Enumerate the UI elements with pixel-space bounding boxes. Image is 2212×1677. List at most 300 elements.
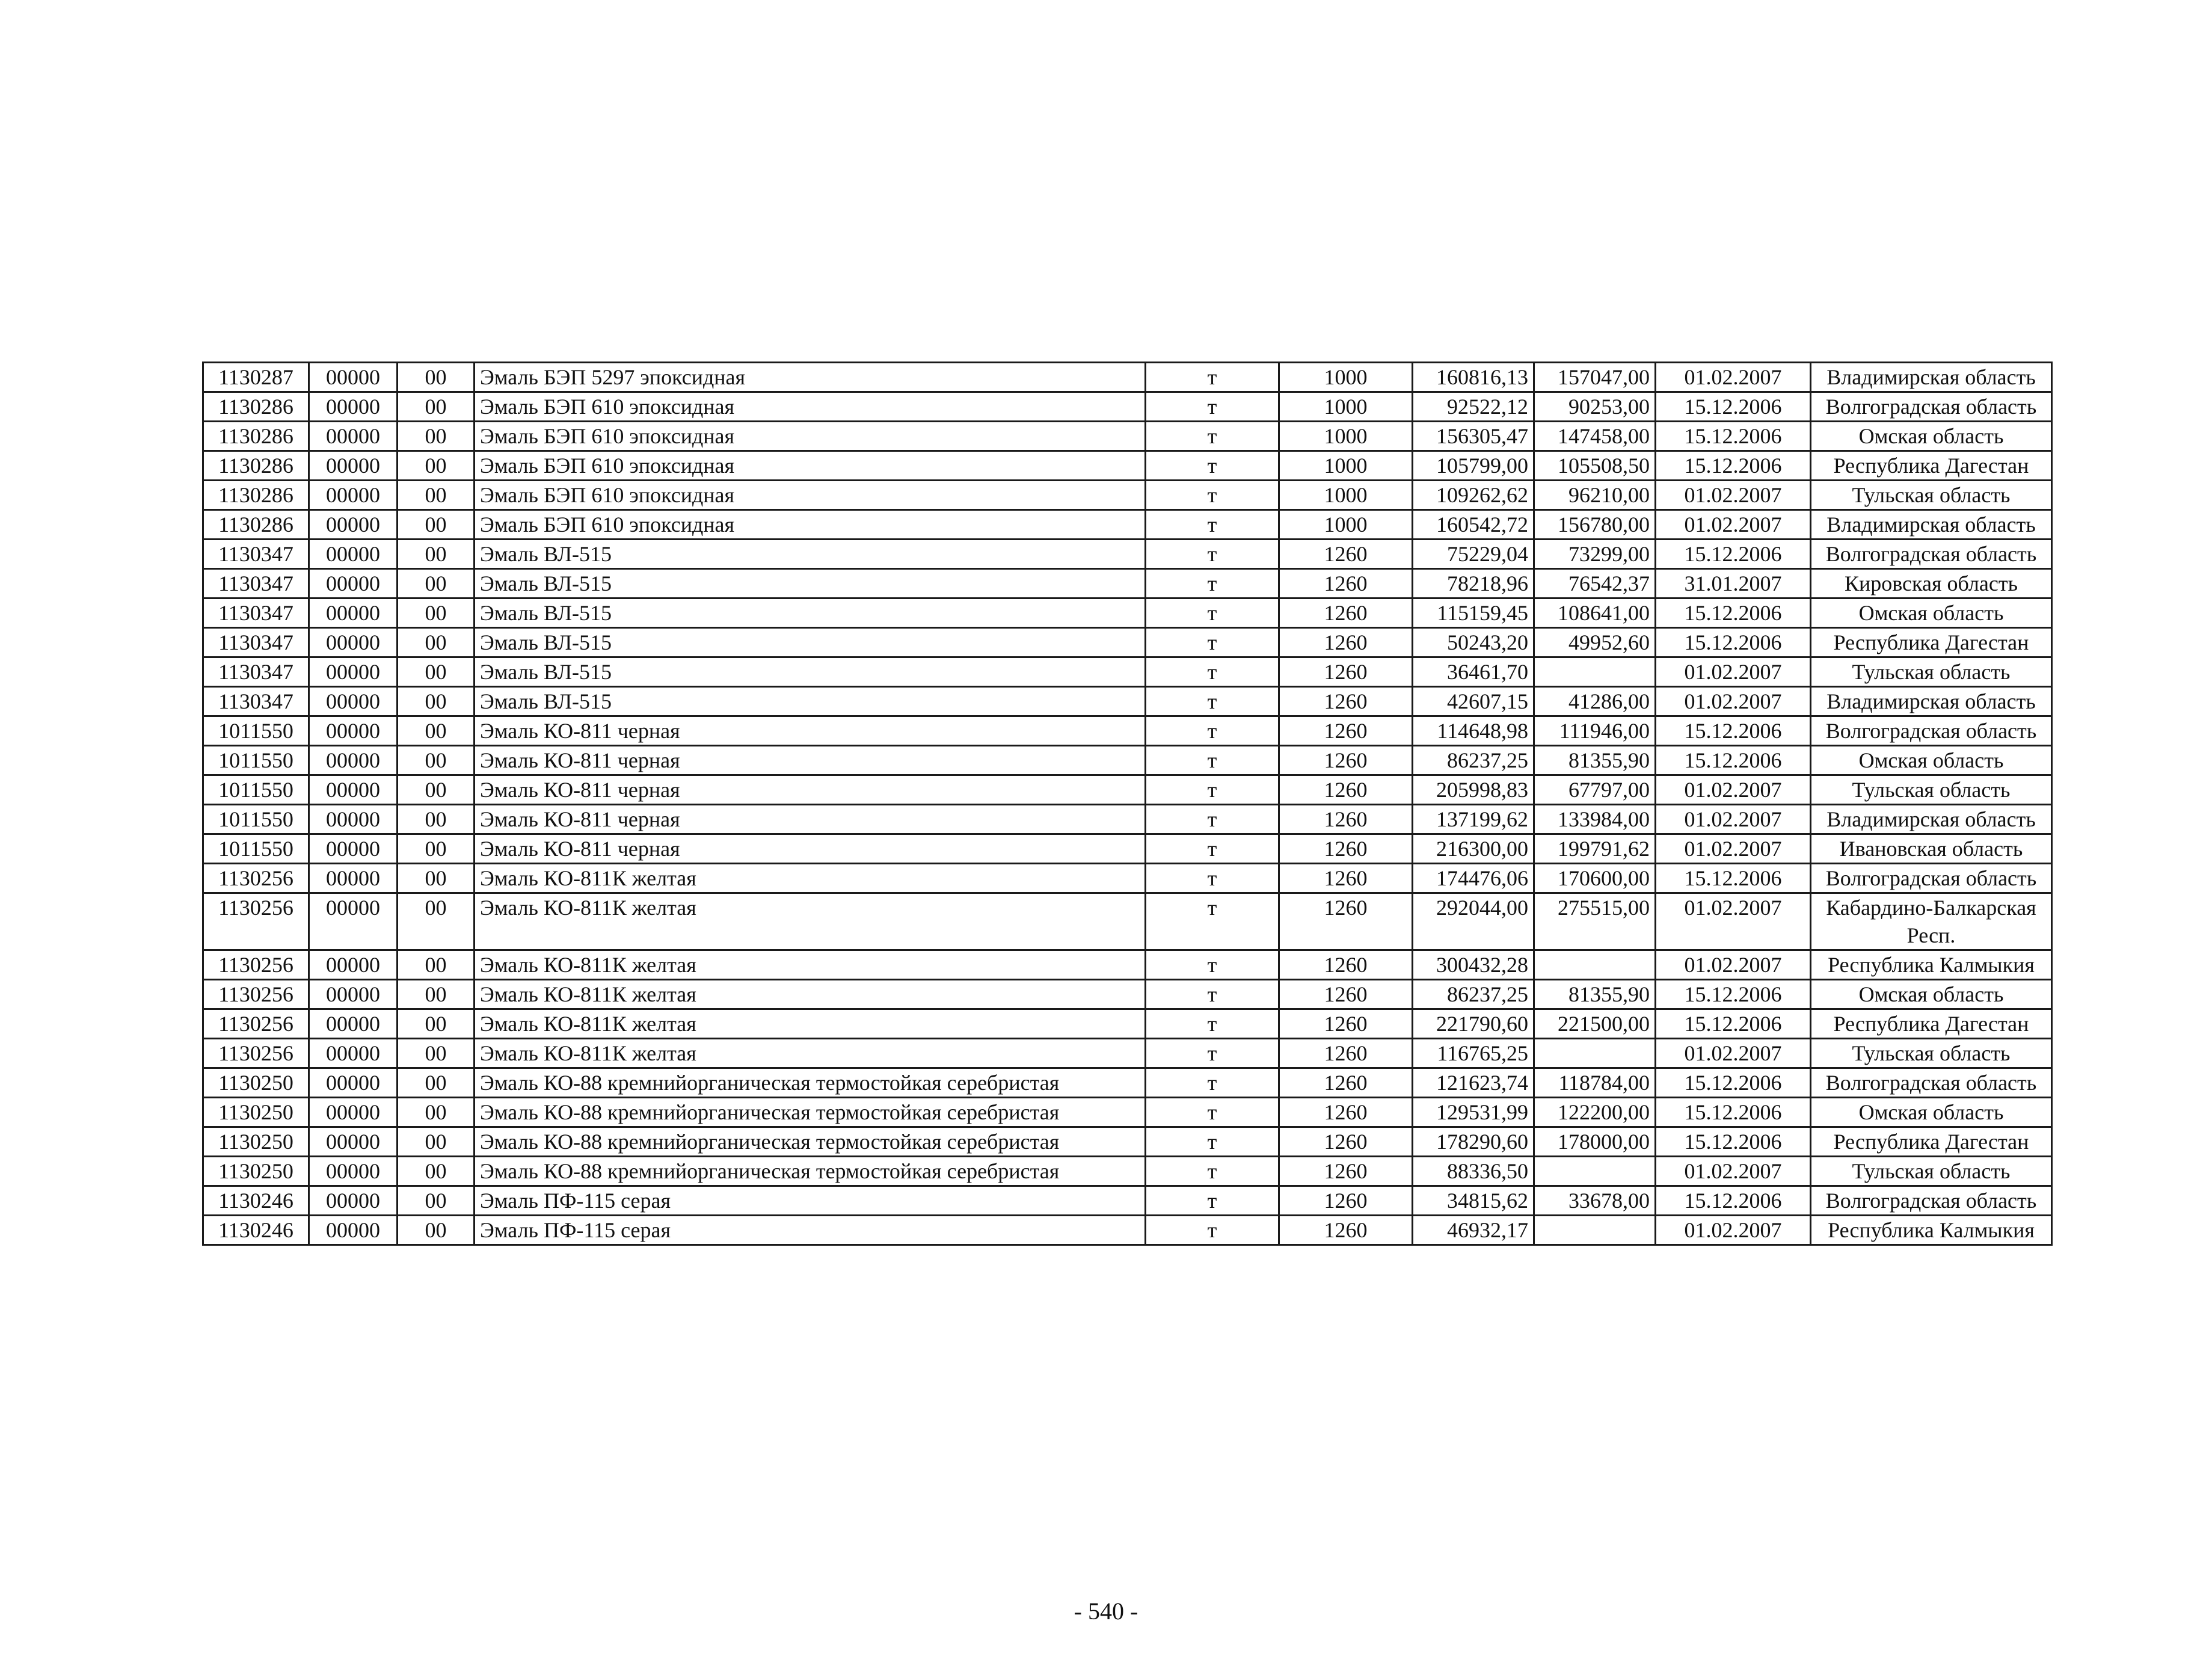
- subcode-cell: 00000: [309, 1216, 398, 1245]
- unit-cell: т: [1146, 392, 1279, 422]
- region-cell: Тульская область: [1811, 657, 2052, 687]
- code-cell: 1130256: [203, 1039, 309, 1068]
- date-cell: 01.02.2007: [1656, 950, 1811, 980]
- group-cell: 00: [398, 1216, 475, 1245]
- quantity-cell: 1000: [1279, 481, 1413, 510]
- price-2-cell: 118784,00: [1534, 1068, 1656, 1098]
- price-1-cell: 300432,28: [1413, 950, 1534, 980]
- product-name-cell: Эмаль КО-88 кремнийорганическая термостойкая серебристая: [475, 1127, 1146, 1157]
- quantity-cell: 1260: [1279, 1009, 1413, 1039]
- table-row: [203, 1009, 2052, 1039]
- group-cell: 00: [398, 510, 475, 540]
- subcode-cell: 00000: [309, 864, 398, 893]
- price-2-cell: 105508,50: [1534, 451, 1656, 481]
- group-cell: 00: [398, 716, 475, 746]
- subcode-cell: 00000: [309, 950, 398, 980]
- date-cell: 01.02.2007: [1656, 893, 1811, 950]
- quantity-cell: 1260: [1279, 1157, 1413, 1186]
- code-cell: 1130286: [203, 422, 309, 451]
- unit-cell: т: [1146, 980, 1279, 1009]
- price-2-cell: 81355,90: [1534, 980, 1656, 1009]
- subcode-cell: 00000: [309, 422, 398, 451]
- region-cell: Омская область: [1811, 422, 2052, 451]
- date-cell: 15.12.2006: [1656, 540, 1811, 569]
- product-name-cell: Эмаль КО-88 кремнийорганическая термостойкая серебристая: [475, 1098, 1146, 1127]
- quantity-cell: 1260: [1279, 1098, 1413, 1127]
- unit-cell: т: [1146, 1186, 1279, 1216]
- table-row: [203, 510, 2052, 540]
- price-1-cell: 292044,00: [1413, 893, 1534, 950]
- date-cell: 01.02.2007: [1656, 805, 1811, 834]
- table-row: [203, 980, 2052, 1009]
- price-2-cell: 178000,00: [1534, 1127, 1656, 1157]
- group-cell: 00: [398, 805, 475, 834]
- price-2-cell: 156780,00: [1534, 510, 1656, 540]
- price-1-cell: 36461,70: [1413, 657, 1534, 687]
- product-name-cell: Эмаль КО-811К желтая: [475, 1009, 1146, 1039]
- price-2-cell: 81355,90: [1534, 746, 1656, 775]
- price-2-cell: 41286,00: [1534, 687, 1656, 716]
- region-cell: Волгоградская область: [1811, 716, 2052, 746]
- price-1-cell: 109262,62: [1413, 481, 1534, 510]
- group-cell: 00: [398, 1098, 475, 1127]
- quantity-cell: 1260: [1279, 598, 1413, 628]
- date-cell: 15.12.2006: [1656, 598, 1811, 628]
- quantity-cell: 1260: [1279, 980, 1413, 1009]
- table-row: [203, 893, 2052, 950]
- subcode-cell: 00000: [309, 481, 398, 510]
- date-cell: 15.12.2006: [1656, 1068, 1811, 1098]
- group-cell: 00: [398, 628, 475, 657]
- code-cell: 1011550: [203, 716, 309, 746]
- region-cell: Тульская область: [1811, 775, 2052, 805]
- price-1-cell: 46932,17: [1413, 1216, 1534, 1245]
- product-name-cell: Эмаль ВЛ-515: [475, 628, 1146, 657]
- region-cell: Омская область: [1811, 1098, 2052, 1127]
- date-cell: 15.12.2006: [1656, 1186, 1811, 1216]
- table-row: [203, 864, 2052, 893]
- group-cell: 00: [398, 657, 475, 687]
- price-1-cell: 160816,13: [1413, 363, 1534, 392]
- price-1-cell: 178290,60: [1413, 1127, 1534, 1157]
- unit-cell: т: [1146, 1157, 1279, 1186]
- price-1-cell: 92522,12: [1413, 392, 1534, 422]
- group-cell: 00: [398, 392, 475, 422]
- subcode-cell: 00000: [309, 746, 398, 775]
- subcode-cell: 00000: [309, 392, 398, 422]
- code-cell: 1130256: [203, 1009, 309, 1039]
- region-cell: Волгоградская область: [1811, 1068, 2052, 1098]
- date-cell: 01.02.2007: [1656, 363, 1811, 392]
- quantity-cell: 1000: [1279, 422, 1413, 451]
- table-row: [203, 1068, 2052, 1098]
- price-1-cell: 78218,96: [1413, 569, 1534, 598]
- group-cell: 00: [398, 422, 475, 451]
- price-2-cell: 76542,37: [1534, 569, 1656, 598]
- product-name-cell: Эмаль ВЛ-515: [475, 687, 1146, 716]
- group-cell: 00: [398, 598, 475, 628]
- product-name-cell: Эмаль КО-811К желтая: [475, 950, 1146, 980]
- subcode-cell: 00000: [309, 1009, 398, 1039]
- table-row: [203, 1127, 2052, 1157]
- product-name-cell: Эмаль КО-811К желтая: [475, 1039, 1146, 1068]
- price-2-cell: 90253,00: [1534, 392, 1656, 422]
- code-cell: 1130250: [203, 1068, 309, 1098]
- price-1-cell: 88336,50: [1413, 1157, 1534, 1186]
- unit-cell: т: [1146, 628, 1279, 657]
- subcode-cell: 00000: [309, 510, 398, 540]
- region-cell: Омская область: [1811, 746, 2052, 775]
- code-cell: 1130347: [203, 628, 309, 657]
- price-2-cell: 33678,00: [1534, 1186, 1656, 1216]
- price-2-cell: 67797,00: [1534, 775, 1656, 805]
- price-2-cell: 133984,00: [1534, 805, 1656, 834]
- group-cell: 00: [398, 864, 475, 893]
- table-row: [203, 834, 2052, 864]
- subcode-cell: 00000: [309, 1186, 398, 1216]
- unit-cell: т: [1146, 716, 1279, 746]
- price-1-cell: 160542,72: [1413, 510, 1534, 540]
- subcode-cell: 00000: [309, 628, 398, 657]
- price-1-cell: 105799,00: [1413, 451, 1534, 481]
- price-1-cell: 42607,15: [1413, 687, 1534, 716]
- price-2-cell: 157047,00: [1534, 363, 1656, 392]
- price-2-cell: 49952,60: [1534, 628, 1656, 657]
- group-cell: 00: [398, 540, 475, 569]
- price-2-cell: 96210,00: [1534, 481, 1656, 510]
- quantity-cell: 1000: [1279, 363, 1413, 392]
- page-number: - 540 -: [1074, 1598, 1138, 1625]
- group-cell: 00: [398, 1068, 475, 1098]
- table-row: [203, 628, 2052, 657]
- subcode-cell: 00000: [309, 980, 398, 1009]
- table-row: [203, 805, 2052, 834]
- region-cell: Владимирская область: [1811, 510, 2052, 540]
- price-1-cell: 216300,00: [1413, 834, 1534, 864]
- region-cell: Омская область: [1811, 980, 2052, 1009]
- table-row: [203, 598, 2052, 628]
- product-name-cell: Эмаль БЭП 5297 эпоксидная: [475, 363, 1146, 392]
- code-cell: 1130287: [203, 363, 309, 392]
- quantity-cell: 1260: [1279, 1186, 1413, 1216]
- table-row: [203, 716, 2052, 746]
- product-name-cell: Эмаль КО-811К желтая: [475, 893, 1146, 950]
- date-cell: 01.02.2007: [1656, 1216, 1811, 1245]
- table-row: [203, 746, 2052, 775]
- group-cell: 00: [398, 746, 475, 775]
- quantity-cell: 1000: [1279, 510, 1413, 540]
- group-cell: 00: [398, 687, 475, 716]
- date-cell: 01.02.2007: [1656, 1157, 1811, 1186]
- subcode-cell: 00000: [309, 1157, 398, 1186]
- price-2-cell: 108641,00: [1534, 598, 1656, 628]
- group-cell: 00: [398, 775, 475, 805]
- price-1-cell: 75229,04: [1413, 540, 1534, 569]
- date-cell: 01.02.2007: [1656, 481, 1811, 510]
- price-2-cell: [1534, 1216, 1656, 1245]
- table-row: [203, 569, 2052, 598]
- region-cell: Владимирская область: [1811, 687, 2052, 716]
- date-cell: 15.12.2006: [1656, 422, 1811, 451]
- unit-cell: т: [1146, 451, 1279, 481]
- quantity-cell: 1260: [1279, 628, 1413, 657]
- quantity-cell: 1260: [1279, 716, 1413, 746]
- quantity-cell: 1260: [1279, 1216, 1413, 1245]
- date-cell: 01.02.2007: [1656, 510, 1811, 540]
- group-cell: 00: [398, 451, 475, 481]
- date-cell: 01.02.2007: [1656, 834, 1811, 864]
- table-row: [203, 363, 2052, 392]
- date-cell: 01.02.2007: [1656, 657, 1811, 687]
- price-2-cell: 73299,00: [1534, 540, 1656, 569]
- date-cell: 15.12.2006: [1656, 746, 1811, 775]
- quantity-cell: 1260: [1279, 834, 1413, 864]
- region-cell: Омская область: [1811, 598, 2052, 628]
- table-body: [203, 363, 2052, 1245]
- unit-cell: т: [1146, 775, 1279, 805]
- unit-cell: т: [1146, 1068, 1279, 1098]
- table-row: [203, 1216, 2052, 1245]
- date-cell: 01.02.2007: [1656, 775, 1811, 805]
- date-cell: 15.12.2006: [1656, 980, 1811, 1009]
- date-cell: 15.12.2006: [1656, 1098, 1811, 1127]
- price-1-cell: 129531,99: [1413, 1098, 1534, 1127]
- subcode-cell: 00000: [309, 1039, 398, 1068]
- unit-cell: т: [1146, 893, 1279, 950]
- price-1-cell: 137199,62: [1413, 805, 1534, 834]
- region-cell: Республика Дагестан: [1811, 628, 2052, 657]
- product-name-cell: Эмаль БЭП 610 эпоксидная: [475, 510, 1146, 540]
- price-1-cell: 174476,06: [1413, 864, 1534, 893]
- table-row: [203, 687, 2052, 716]
- code-cell: 1130347: [203, 569, 309, 598]
- region-cell: Волгоградская область: [1811, 1186, 2052, 1216]
- date-cell: 31.01.2007: [1656, 569, 1811, 598]
- product-name-cell: Эмаль КО-811 черная: [475, 716, 1146, 746]
- unit-cell: т: [1146, 481, 1279, 510]
- region-cell: Кабардино-Балкарская Респ.: [1811, 893, 2052, 950]
- product-name-cell: Эмаль КО-811К желтая: [475, 980, 1146, 1009]
- product-name-cell: Эмаль ПФ-115 серая: [475, 1216, 1146, 1245]
- price-1-cell: 114648,98: [1413, 716, 1534, 746]
- price-1-cell: 221790,60: [1413, 1009, 1534, 1039]
- group-cell: 00: [398, 1009, 475, 1039]
- code-cell: 1130286: [203, 451, 309, 481]
- date-cell: 01.02.2007: [1656, 687, 1811, 716]
- unit-cell: т: [1146, 1216, 1279, 1245]
- product-name-cell: Эмаль КО-811 черная: [475, 775, 1146, 805]
- subcode-cell: 00000: [309, 716, 398, 746]
- region-cell: Тульская область: [1811, 1039, 2052, 1068]
- subcode-cell: 00000: [309, 893, 398, 950]
- price-1-cell: 156305,47: [1413, 422, 1534, 451]
- subcode-cell: 00000: [309, 834, 398, 864]
- code-cell: 1130256: [203, 950, 309, 980]
- product-name-cell: Эмаль БЭП 610 эпоксидная: [475, 451, 1146, 481]
- subcode-cell: 00000: [309, 451, 398, 481]
- product-name-cell: Эмаль КО-811 черная: [475, 746, 1146, 775]
- code-cell: 1130347: [203, 540, 309, 569]
- code-cell: 1011550: [203, 775, 309, 805]
- product-name-cell: Эмаль КО-811 черная: [475, 805, 1146, 834]
- quantity-cell: 1260: [1279, 775, 1413, 805]
- price-1-cell: 205998,83: [1413, 775, 1534, 805]
- date-cell: 15.12.2006: [1656, 1009, 1811, 1039]
- region-cell: Тульская область: [1811, 1157, 2052, 1186]
- group-cell: 00: [398, 481, 475, 510]
- table-row: [203, 422, 2052, 451]
- region-cell: Республика Калмыкия: [1811, 950, 2052, 980]
- unit-cell: т: [1146, 1009, 1279, 1039]
- quantity-cell: 1000: [1279, 451, 1413, 481]
- region-cell: Владимирская область: [1811, 805, 2052, 834]
- price-2-cell: 199791,62: [1534, 834, 1656, 864]
- code-cell: 1130286: [203, 481, 309, 510]
- subcode-cell: 00000: [309, 1127, 398, 1157]
- unit-cell: т: [1146, 834, 1279, 864]
- price-2-cell: [1534, 657, 1656, 687]
- price-2-cell: [1534, 1157, 1656, 1186]
- code-cell: 1130246: [203, 1186, 309, 1216]
- product-name-cell: Эмаль БЭП 610 эпоксидная: [475, 392, 1146, 422]
- code-cell: 1011550: [203, 805, 309, 834]
- table-row: [203, 451, 2052, 481]
- price-2-cell: 111946,00: [1534, 716, 1656, 746]
- unit-cell: т: [1146, 598, 1279, 628]
- price-2-cell: [1534, 1039, 1656, 1068]
- code-cell: 1130347: [203, 657, 309, 687]
- product-name-cell: Эмаль ВЛ-515: [475, 657, 1146, 687]
- unit-cell: т: [1146, 805, 1279, 834]
- group-cell: 00: [398, 893, 475, 950]
- date-cell: 01.02.2007: [1656, 1039, 1811, 1068]
- region-cell: Волгоградская область: [1811, 540, 2052, 569]
- quantity-cell: 1260: [1279, 864, 1413, 893]
- region-cell: Ивановская область: [1811, 834, 2052, 864]
- date-cell: 15.12.2006: [1656, 1127, 1811, 1157]
- code-cell: 1130256: [203, 893, 309, 950]
- region-cell: Кировская область: [1811, 569, 2052, 598]
- price-1-cell: 34815,62: [1413, 1186, 1534, 1216]
- date-cell: 15.12.2006: [1656, 716, 1811, 746]
- code-cell: 1130347: [203, 598, 309, 628]
- table-row: [203, 657, 2052, 687]
- region-cell: Тульская область: [1811, 481, 2052, 510]
- quantity-cell: 1260: [1279, 805, 1413, 834]
- quantity-cell: 1260: [1279, 893, 1413, 950]
- quantity-cell: 1260: [1279, 657, 1413, 687]
- code-cell: 1130286: [203, 510, 309, 540]
- price-2-cell: [1534, 950, 1656, 980]
- unit-cell: т: [1146, 657, 1279, 687]
- price-1-cell: 86237,25: [1413, 980, 1534, 1009]
- subcode-cell: 00000: [309, 540, 398, 569]
- table-row: [203, 392, 2052, 422]
- product-name-cell: Эмаль ВЛ-515: [475, 598, 1146, 628]
- quantity-cell: 1260: [1279, 1039, 1413, 1068]
- quantity-cell: 1000: [1279, 392, 1413, 422]
- date-cell: 15.12.2006: [1656, 392, 1811, 422]
- price-2-cell: 147458,00: [1534, 422, 1656, 451]
- subcode-cell: 00000: [309, 363, 398, 392]
- region-cell: Республика Калмыкия: [1811, 1216, 2052, 1245]
- price-2-cell: 170600,00: [1534, 864, 1656, 893]
- unit-cell: т: [1146, 510, 1279, 540]
- product-name-cell: Эмаль БЭП 610 эпоксидная: [475, 422, 1146, 451]
- product-name-cell: Эмаль ВЛ-515: [475, 569, 1146, 598]
- price-2-cell: 275515,00: [1534, 893, 1656, 950]
- group-cell: 00: [398, 950, 475, 980]
- product-name-cell: Эмаль ПФ-115 серая: [475, 1186, 1146, 1216]
- code-cell: 1130250: [203, 1127, 309, 1157]
- subcode-cell: 00000: [309, 1098, 398, 1127]
- date-cell: 15.12.2006: [1656, 628, 1811, 657]
- group-cell: 00: [398, 980, 475, 1009]
- product-name-cell: Эмаль КО-88 кремнийорганическая термостойкая серебристая: [475, 1157, 1146, 1186]
- subcode-cell: 00000: [309, 1068, 398, 1098]
- code-cell: 1011550: [203, 746, 309, 775]
- quantity-cell: 1260: [1279, 1068, 1413, 1098]
- product-name-cell: Эмаль КО-811 черная: [475, 834, 1146, 864]
- region-cell: Волгоградская область: [1811, 864, 2052, 893]
- subcode-cell: 00000: [309, 657, 398, 687]
- unit-cell: т: [1146, 950, 1279, 980]
- region-cell: Республика Дагестан: [1811, 451, 2052, 481]
- region-cell: Волгоградская область: [1811, 392, 2052, 422]
- subcode-cell: 00000: [309, 687, 398, 716]
- product-name-cell: Эмаль ВЛ-515: [475, 540, 1146, 569]
- group-cell: 00: [398, 834, 475, 864]
- code-cell: 1130256: [203, 864, 309, 893]
- unit-cell: т: [1146, 363, 1279, 392]
- table-row: [203, 775, 2052, 805]
- price-2-cell: 122200,00: [1534, 1098, 1656, 1127]
- code-cell: 1130250: [203, 1098, 309, 1127]
- region-cell: Владимирская область: [1811, 363, 2052, 392]
- unit-cell: т: [1146, 746, 1279, 775]
- quantity-cell: 1260: [1279, 569, 1413, 598]
- group-cell: 00: [398, 569, 475, 598]
- table-row: [203, 1039, 2052, 1068]
- table-row: [203, 1157, 2052, 1186]
- code-cell: 1130256: [203, 980, 309, 1009]
- unit-cell: т: [1146, 687, 1279, 716]
- subcode-cell: 00000: [309, 805, 398, 834]
- price-table: [202, 362, 2053, 1246]
- quantity-cell: 1260: [1279, 1127, 1413, 1157]
- group-cell: 00: [398, 1039, 475, 1068]
- quantity-cell: 1260: [1279, 746, 1413, 775]
- table-row: [203, 1186, 2052, 1216]
- unit-cell: т: [1146, 1127, 1279, 1157]
- group-cell: 00: [398, 1127, 475, 1157]
- code-cell: 1130250: [203, 1157, 309, 1186]
- date-cell: 15.12.2006: [1656, 451, 1811, 481]
- price-2-cell: 221500,00: [1534, 1009, 1656, 1039]
- code-cell: 1130286: [203, 392, 309, 422]
- code-cell: 1130246: [203, 1216, 309, 1245]
- product-name-cell: Эмаль КО-811К желтая: [475, 864, 1146, 893]
- code-cell: 1130347: [203, 687, 309, 716]
- table-row: [203, 1098, 2052, 1127]
- subcode-cell: 00000: [309, 598, 398, 628]
- quantity-cell: 1260: [1279, 950, 1413, 980]
- group-cell: 00: [398, 1186, 475, 1216]
- product-name-cell: Эмаль БЭП 610 эпоксидная: [475, 481, 1146, 510]
- unit-cell: т: [1146, 1039, 1279, 1068]
- table-row: [203, 481, 2052, 510]
- unit-cell: т: [1146, 864, 1279, 893]
